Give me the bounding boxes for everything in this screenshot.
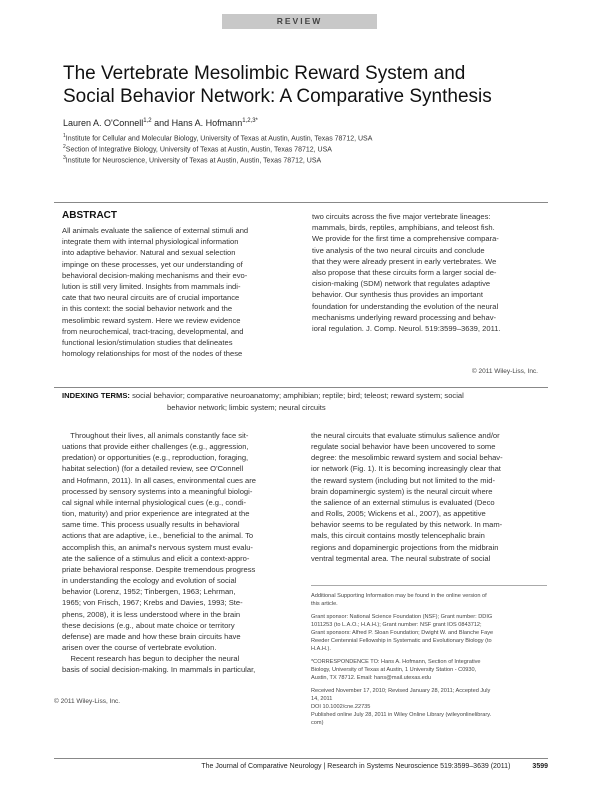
abstract-line: integrate them with internal physiological information — [62, 237, 239, 247]
body-line: in understanding the ecology and evolution of social — [62, 576, 237, 586]
footnote-line: Grant sponsor: National Science Foundation (NSF); Grant number: DDIG — [311, 614, 493, 620]
indexing-terms-text: behavior network; limbic system; neural circuits — [167, 402, 326, 412]
abstract-line: mesolimbic reward system. Here we review evidence — [62, 315, 241, 325]
abstract-left-column — [62, 225, 290, 359]
body-line: habitat selection) (for a detailed review, see O'Connell — [62, 464, 244, 474]
abstract-line: mammals, birds, reptiles, amphibians, and teleost fish. — [312, 223, 495, 233]
body-line: and Rolls, 2005; Wickens et al., 2007), as appetitive — [311, 509, 486, 519]
indexing-label: INDEXING TERMS: — [62, 391, 130, 400]
footnote-line: Additional Supporting Information may be found in the online version of — [311, 593, 487, 599]
body-line: behavior (Lorenz, 1952; Tinbergen, 1963; Lehrman, — [62, 587, 236, 597]
abstract-line: homology relationships for most of the nodes of these — [62, 349, 243, 359]
abstract-line: foundation for understanding the evolution of the neural — [312, 301, 499, 311]
article-title — [63, 62, 543, 108]
body-line: actions that are adaptive, i.e., beneficial to the animal. To — [62, 531, 254, 541]
author-name: Lauren A. O'Connell — [63, 118, 144, 128]
body-line: behavior seems to be regulated by this network. In mam- — [311, 520, 503, 530]
abstract-line: behavior. Our synthesis thus provides an important — [312, 290, 483, 300]
body-left-column — [62, 430, 294, 675]
body-line: ior network (Fig. 1). It is becoming increasingly clear that — [311, 464, 501, 474]
body-line: uations that provide either challenges (e.g., aggression, — [62, 442, 249, 452]
affiliation-text: Institute for Neuroscience, University of Texas at Austin, Austin, Texas 78712, USA — [65, 157, 322, 165]
body-line: cal signal while internal physiological cues (e.g., condi- — [62, 497, 247, 507]
section-label-text: REVIEW — [276, 16, 323, 26]
body-line: arisen over the course of vertebrate evolution. — [62, 642, 217, 652]
abstract-line: cate that two neural circuits are of crucial importance — [62, 293, 240, 303]
abstract-line: into adaptive behavior. Natural and sexual selection — [62, 248, 236, 258]
body-line: the reward system (including but not limited to the mid- — [311, 475, 496, 485]
body-line: regions and dopaminergic projections from the midbrain — [311, 542, 499, 552]
abstract-copyright: © 2011 Wiley-Liss, Inc. — [471, 368, 538, 375]
abstract-line: behavioral decision-making mechanisms and their evo- — [62, 270, 248, 280]
footnote-divider — [311, 585, 547, 586]
footnote-line: Reeder Centennial Fellowship in Systematic and Evolutionary Biology (to — [311, 638, 492, 644]
abstract-line: lution is still very limited. Insights from mammals indi- — [62, 282, 241, 292]
body-line: the salience of an external stimulus is evaluated (Deco — [311, 497, 495, 507]
section-label — [222, 14, 377, 29]
affiliation-text: Institute for Cellular and Molecular Biology, University of Texas at Austin, Austin, Texas 78712, USA — [65, 135, 373, 143]
footnote-line: DOI 10.1002/cne.22735 — [311, 704, 371, 710]
footnote-line: com) — [311, 720, 324, 726]
abstract-line: functional lesion/stimulation studies that delineates — [62, 338, 233, 348]
footnote-line: 14, 2011 — [311, 696, 333, 702]
body-line: 1965; von Frisch, 1967; Krebs and Davies, 1993; Ste- — [62, 598, 243, 608]
body-line: the neural circuits that evaluate stimulus salience and/or — [311, 431, 500, 440]
body-line: processed by sensory systems into a meaningful biologi- — [62, 486, 253, 496]
body-line: accomplish this, an animal's nervous system must evalu- — [62, 542, 253, 552]
footnote-line: *CORRESPONDENCE TO: Hans A. Hofmann, Section of Integrative — [311, 659, 481, 665]
body-line: degree: the mesolimbic reward system and social behav- — [311, 453, 503, 463]
footnote-line: H.A.H.). — [311, 646, 331, 652]
body-line: mals, this circuit contains mostly telencephalic brain — [311, 531, 485, 541]
body-line: Throughout their lives, all animals constantly face sit- — [62, 431, 249, 440]
footnote-line: Received November 17, 2010; Revised January 28, 2011; Accepted July — [311, 688, 491, 694]
body-line: phens, 2008), it is less understood where in the brain — [62, 609, 241, 619]
body-line: brain dopaminergic system) is the neural circuit where — [311, 486, 493, 496]
affiliation-sup: 1 — [63, 133, 66, 139]
body-line: these decisions (e.g., about mate choice or territory — [62, 620, 235, 630]
abstract-line: tive analysis of the two neural circuits and conclude — [312, 245, 485, 255]
body-line: defense) are made and how these brain circuits have — [62, 631, 241, 641]
body-line: ventral tegmental area. The neural substrate of social — [311, 553, 491, 563]
body-line: Recent research has begun to decipher the neural — [62, 654, 240, 664]
abstract-right-column — [312, 211, 540, 334]
indexing-terms-text: social behavior; comparative neuroanatomy; amphibian; reptile; bird; teleost; reward system; social — [132, 391, 464, 400]
footnotes — [311, 592, 547, 727]
body-line: basis of social decision-making. In mammals in particular, — [62, 665, 256, 675]
footnote-line: Grant sponsors: Alfred P. Sloan Foundation; Dwight W. and Blanche Faye — [311, 630, 494, 636]
abstract-heading: ABSTRACT — [62, 210, 117, 221]
affiliation — [63, 153, 321, 166]
abstract-line: impinge on these processes, yet our understanding of — [62, 259, 243, 269]
affiliation-sup: 2 — [63, 144, 66, 150]
footnote-line: Austin, TX 78712. Email: hans@mail.utexas.edu — [311, 675, 432, 681]
body-line: predation) or opportunities (e.g., reproduction, foraging, — [62, 453, 249, 463]
footnote-line: 1011253 (to L.A.O.; H.A.H.); Grant number: NSF grant IOS 0843712; — [311, 622, 482, 628]
author-affil-sup: 1,2 — [143, 118, 152, 124]
page-footer — [201, 763, 548, 770]
abstract-line: cision-making (SDM) network that regulates adaptive — [312, 279, 491, 289]
author-name: Hans A. Hofmann — [171, 118, 243, 128]
indexing-terms — [62, 390, 542, 413]
body-line: same time. This process usually results in behavioral — [62, 520, 240, 530]
abstract-line: We provide for the first time a comprehensive compara- — [312, 234, 499, 244]
affiliation-text: Section of Integrative Biology, University of Texas at Austin, Austin, Texas 78712, USA — [65, 146, 332, 154]
body-line: ate the salience of a stimulus and elicit a context-appro- — [62, 553, 250, 563]
footnote-line: this article. — [311, 601, 338, 607]
footer-rule — [54, 758, 548, 759]
title-line-1: The Vertebrate Mesolimbic Reward System and — [63, 63, 466, 84]
abstract-line: from neurochemical, tract-tracing, developmental, and — [62, 326, 244, 336]
body-line: regulate social behavior have been uncovered to some — [311, 442, 496, 452]
abstract-line: mechanisms underlying reward processing and behav- — [312, 312, 497, 322]
body-line: and Hofmann, 2011). In all cases, environmental cues are — [62, 475, 257, 485]
abstract-line: also propose that these circuits form a larger social de- — [312, 268, 497, 278]
author-affil-sup: 1,2,3* — [242, 118, 258, 124]
author-conjunction: and — [151, 118, 172, 128]
abstract-line: that they were already present in early vertebrates. We — [312, 256, 497, 266]
footnote-line: Published online July 28, 2011 in Wiley Online Library (wileyonlinelibrary. — [311, 712, 492, 718]
footnote-line: Biology, University of Texas at Austin, 1 University Station - C0930, — [311, 667, 477, 673]
page-number: 3599 — [532, 763, 548, 770]
journal-citation: The Journal of Comparative Neurology | Research in Systems Neuroscience 519:3599–3639 (2011) — [201, 763, 511, 770]
body-line: priate behavioral response. Despite tremendous progress — [62, 564, 256, 574]
abstract-line: in this context: the social behavior network and the — [62, 304, 233, 314]
body-copyright: © 2011 Wiley-Liss, Inc. — [54, 698, 121, 705]
body-line: tion, maturity) and prior experience are integrated at the — [62, 509, 250, 519]
abstract-line: two circuits across the five major vertebrate lineages: — [312, 212, 491, 221]
abstract-line: All animals evaluate the salience of external stimuli and — [62, 226, 249, 235]
affiliation-sup: 3 — [63, 155, 66, 161]
body-right-column — [311, 430, 547, 564]
author-list — [63, 118, 258, 128]
title-line-2: Social Behavior Network: A Comparative Synthesis — [63, 86, 492, 107]
abstract-line: ioral regulation. J. Comp. Neurol. 519:3599–3639, 2011. — [312, 324, 501, 334]
